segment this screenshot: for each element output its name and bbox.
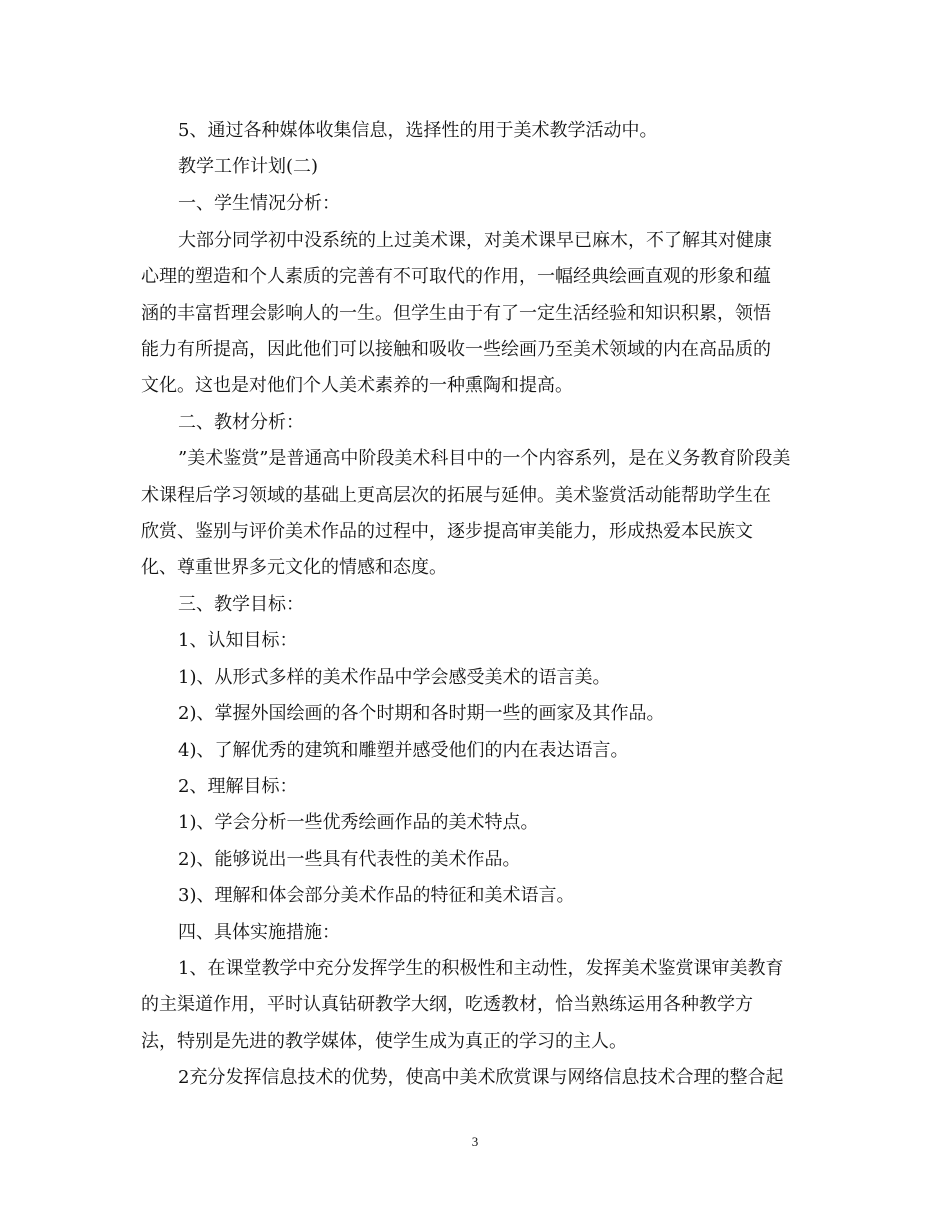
paragraph-line: 化、尊重世界多元文化的情感和态度。 bbox=[141, 557, 447, 578]
section-heading: 三、教学目标： bbox=[178, 594, 304, 615]
paragraph-line: 法，特别是先进的教学媒体，使学生成为真正的学习的主人。 bbox=[141, 1031, 627, 1052]
paragraph-line: 的主渠道作用，平时认真钻研教学大纲，吃透教材，恰当熟练运用各种教学方 bbox=[141, 994, 753, 1015]
list-item: 3)、理解和体会部分美术作品的特征和美术语言。 bbox=[178, 885, 575, 906]
paragraph-line: 文化。这也是对他们个人美术素养的一种熏陶和提高。 bbox=[141, 375, 573, 396]
paragraph-line: 1、在课堂教学中充分发挥学生的积极性和主动性，发挥美术鉴赏课审美教育 bbox=[178, 958, 784, 979]
paragraph-line: 欣赏、鉴别与评价美术作品的过程中，逐步提高审美能力，形成热爱本民族文 bbox=[141, 521, 753, 542]
section-heading: 二、教材分析： bbox=[178, 412, 304, 433]
list-item: 1)、从形式多样的美术作品中学会感受美术的语言美。 bbox=[178, 667, 611, 688]
subsection-heading: 2、理解目标： bbox=[178, 776, 298, 797]
paragraph-line: 2充分发挥信息技术的优势，使高中美术欣赏课与网络信息技术合理的整合起 bbox=[178, 1067, 784, 1088]
list-item: 2)、掌握外国绘画的各个时期和各时期一些的画家及其作品。 bbox=[178, 703, 665, 724]
subsection-heading: 1、认知目标： bbox=[178, 630, 298, 651]
section-title: 教学工作计划(二) bbox=[178, 156, 319, 177]
paragraph-line: 能力有所提高，因此他们可以接触和吸收一些绘画乃至美术领域的内在高品质的 bbox=[141, 339, 771, 360]
list-item: 4)、了解优秀的建筑和雕塑并感受他们的内在表达语言。 bbox=[178, 740, 629, 761]
paragraph-line: 术课程后学习领域的基础上更高层次的拓展与延伸。美术鉴赏活动能帮助学生在 bbox=[141, 485, 771, 506]
paragraph-line: 5、通过各种媒体收集信息，选择性的用于美术教学活动中。 bbox=[178, 120, 658, 141]
list-item: 1)、学会分析一些优秀绘画作品的美术特点。 bbox=[178, 812, 539, 833]
paragraph-line: ”美术鉴赏”是普通高中阶段美术科目中的一个内容系列，是在义务教育阶段美 bbox=[178, 448, 791, 469]
paragraph-line: 涵的丰富哲理会影响人的一生。但学生由于有了一定生活经验和知识积累，领悟 bbox=[141, 303, 771, 324]
list-item: 2)、能够说出一些具有代表性的美术作品。 bbox=[178, 849, 521, 870]
paragraph-line: 大部分同学初中没系统的上过美术课，对美术课早已麻木，不了解其对健康 bbox=[178, 230, 772, 251]
paragraph-line: 心理的塑造和个人素质的完善有不可取代的作用，一幅经典绘画直观的形象和蕴 bbox=[141, 266, 771, 287]
section-heading: 一、学生情况分析： bbox=[178, 193, 340, 214]
section-heading: 四、具体实施措施： bbox=[178, 922, 340, 943]
page-number: 3 bbox=[471, 1134, 479, 1149]
